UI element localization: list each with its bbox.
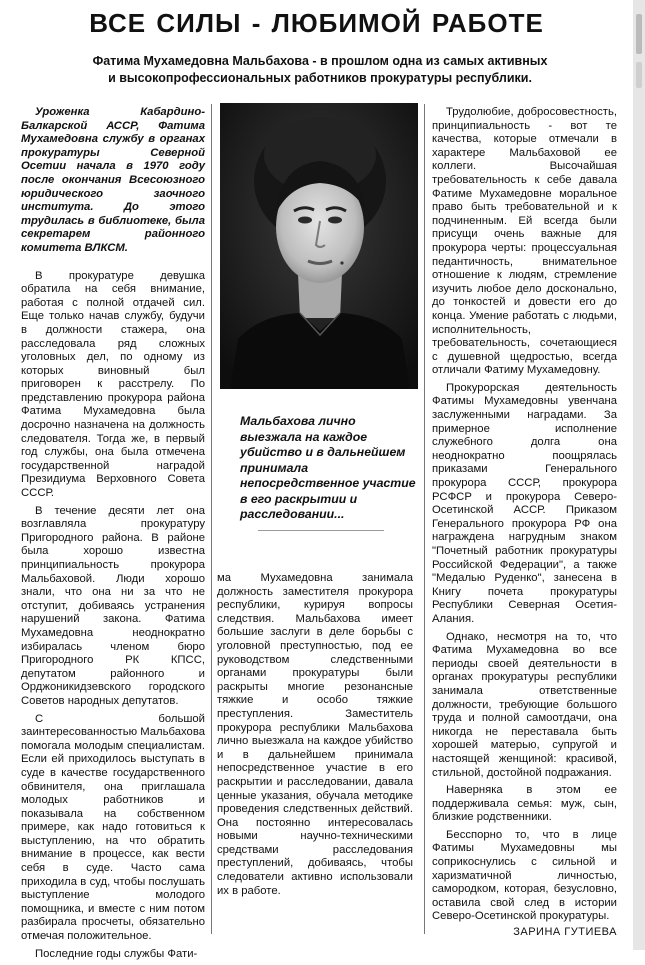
left-paragraph: В прокуратуре девушка обратила на себя внимание, работая с полной отдачей сил. Еще только начав службу, будучи в должности стажера, она расследовала ряд сложных уголовных дел, по одному из которых виновный был приговорен к расстрелу. По представлению прокурора района Фатима Мухамедовна была досрочно назначена на должность следователя. Тогда же, в первый год службы, она была отмечена государственной наградой Президиума Верховного Совета СССР. xyxy=(21,269,205,500)
pull-quote-rule xyxy=(258,530,384,531)
right-paragraph: Однако, несмотря на то, что Фатима Мухамедовна во все периоды своей деятельности в органах прокуратуры республики занимала ответственные должности, требующие большого труда и полной самоотдачи, она никогда не переставала быть хорошей матерью, супругой и настоящей женщиной: красивой, стильной, достойной подражания. xyxy=(432,630,617,779)
left-paragraph: Последние годы службы Фати- xyxy=(35,947,198,960)
subtitle-line-2: и высокопрофессиональных работников прокуратуры республики. xyxy=(108,71,532,85)
pull-quote: Мальбахова лично выезжала на каждое убийство и в дальнейшем принимала непосредственное участие в его раскрытии и расследовании... xyxy=(240,414,416,521)
article-title: ВСЕ СИЛЫ - ЛЮБИМОЙ РАБОТЕ xyxy=(89,8,544,38)
column-divider-right xyxy=(424,104,425,934)
portrait-photo xyxy=(220,103,418,389)
column-divider-left xyxy=(211,104,212,934)
right-paragraph: Трудолюбие, добросовестность, принципиальность - вот те качества, которые отмечали в характере Мальбаховой ее коллеги. Высочайшая требовательность к себе давала Фатиме Мухамедовне моральное право быть требовательной и к подчиненным. Ей всегда были присущи очень важные для прокурора черты: процессуальная педантичность, внимательное отношение к людям, стремление изучить любое дело досконально, до тонкостей и довести его до конца. Умение работать с людьми, исполнительность, требовательность, сочетающиеся с душевной щедростью, всегда отличали Фатиму Мухамедовну. xyxy=(432,106,617,377)
right-column xyxy=(432,106,617,928)
left-paragraph: С большой заинтересованностью Мальбахова помогала молодым специалистам. Если ей приходилось выступать в суде в качестве государственного обвинителя, она приглашала молодых работников и показывала на собственном примере, как надо готовиться к выступлению, на что обратить внимание в процессе, как вести себя в суде. Часто сама приходила в суд, чтобы послушать выступление молодого помощника, и вместе с ним потом разбирала просчеты, обязательно отмечая положительное. xyxy=(21,712,205,943)
right-paragraph: Бесспорно то, что в лице Фатимы Мухамедовны мы соприкоснулись с сильной и харизматичной личностью, самородком, которая, безусловно, оставила свой след в истории Северо-Осетинской прокуратуры. xyxy=(432,828,617,923)
portrait-illustration xyxy=(220,103,418,389)
subtitle-line-1: Фатима Мухамедовна Мальбахова - в прошлом одна из самых активных xyxy=(92,54,548,68)
left-column xyxy=(21,106,205,965)
right-paragraph: Наверняка в этом ее поддерживала семья: муж, сын, близкие родственники. xyxy=(432,784,617,824)
left-paragraph: В течение десяти лет она возглавляла прокуратуру Пригородного района. В районе была хорошо известна принципиальность прокурора Мальбаховой. Люди хорошо знали, что она ни за что не отступит, добиваясь устранения нарушений закона. Фатима Мухамедовна неоднократно избиралась членом бюро Пригородного РК КПСС, депутатом районного и Орджоникидзевского городского Советов народных депутатов. xyxy=(21,504,205,707)
article-subtitle xyxy=(40,53,600,87)
author-byline: ЗАРИНА ГУТИЕВА xyxy=(513,926,617,938)
middle-column xyxy=(217,572,413,902)
page-scrollbar[interactable] xyxy=(633,0,645,950)
middle-paragraph: ма Мухамедовна занимала должность заместителя прокурора республики, курируя вопросы следствия. Мальбахова имеет большие заслуги в деле борьбы с уголовной преступностью, под ее руководством следственными органами прокуратуры были раскрыты многие резонансные тяжкие и особо тяжкие преступления. Заместитель прокурора республики Мальбахова лично выезжала на каждое убийство и в дальнейшем принимала непосредственное участие в его раскрытии и расследовании, давала ценные указания, обучала методике проведения следственных действий. Она постоянно интересовалась новыми научно-техническими средствами расследования преступлений, добиваясь, чтобы следователи активно использовали их в работе. xyxy=(217,572,413,897)
intro-paragraph: Уроженка Кабардино-Балкарской АССР, Фатима Мухамедовна службу в органах прокуратуры Северной Осетии начала в 1970 году после окончания Всесоюзного юридического заочного института. До этого трудилась в библиотеке, была секретарем районного комитета ВЛКСМ. xyxy=(21,106,205,254)
right-paragraph: Прокурорская деятельность Фатимы Мухамедовны увенчана заслуженными наградами. За примерное исполнение служебного долга она неоднократно поощрялась приказами Генерального прокурора СССР, прокурора РСФСР и прокурора Северо-Осетинской АССР. Приказом Генерального прокурора РФ она награждена нагрудным знаком "Почетный работник прокуратуры Российской Федерации", а также "Медалью Руденко", занесена в Книгу почета прокуратуры Республики Северная Осетия-Алания. xyxy=(432,381,617,625)
